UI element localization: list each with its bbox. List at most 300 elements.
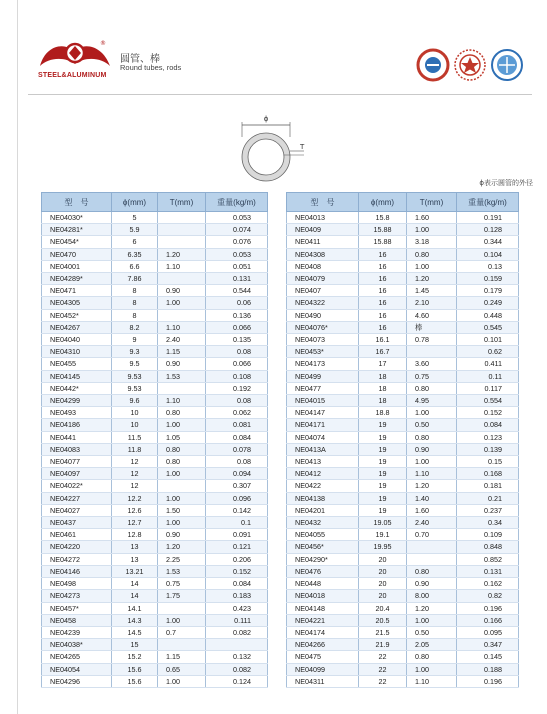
model-cell: NE04299	[42, 395, 112, 407]
table-row	[287, 212, 519, 224]
weight-cell: 0.095	[457, 626, 519, 638]
weight-cell: 0.554	[457, 395, 519, 407]
table-row	[42, 236, 268, 248]
table-row	[287, 529, 519, 541]
thickness-cell: 1.20	[158, 541, 206, 553]
thickness-cell: 1.00	[407, 224, 457, 236]
table-row	[287, 553, 519, 565]
weight-cell: 0.181	[457, 480, 519, 492]
model-cell: NE04174	[287, 626, 359, 638]
model-cell: NE04296	[42, 675, 112, 687]
diameter-cell: 21.5	[359, 626, 407, 638]
thickness-cell: 0.80	[158, 407, 206, 419]
table-row	[42, 517, 268, 529]
column-header-model: 型 号	[42, 193, 112, 212]
weight-cell: 0.084	[206, 431, 268, 443]
diameter-cell: 14	[112, 578, 158, 590]
table-row	[287, 395, 519, 407]
weight-cell: 0.249	[457, 297, 519, 309]
diameter-cell: 11.5	[112, 431, 158, 443]
weight-cell: 0.128	[457, 224, 519, 236]
certification-seal-icon	[453, 48, 487, 82]
diameter-cell: 15.6	[112, 675, 158, 687]
thickness-cell: 1.05	[158, 431, 206, 443]
weight-cell: 0.544	[206, 285, 268, 297]
diameter-cell: 16	[359, 285, 407, 297]
page-title-cn: 圆管、棒	[120, 54, 160, 65]
model-cell: NE0499	[287, 370, 359, 382]
weight-cell: 0.101	[457, 334, 519, 346]
table-row	[287, 224, 519, 236]
weight-cell: 0.066	[206, 321, 268, 333]
diameter-cell: 16	[359, 273, 407, 285]
diameter-cell: 7.86	[112, 273, 158, 285]
model-cell: NE04272	[42, 553, 112, 565]
diameter-cell: 12.7	[112, 517, 158, 529]
thickness-cell	[158, 224, 206, 236]
diameter-cell: 21.9	[359, 639, 407, 651]
thickness-cell: 1.00	[158, 297, 206, 309]
column-header-weight: 重量(kg/m)	[206, 193, 268, 212]
diameter-cell: 18	[359, 395, 407, 407]
table-row	[42, 492, 268, 504]
table-row	[287, 590, 519, 602]
weight-cell: 0.104	[457, 248, 519, 260]
table-row	[42, 529, 268, 541]
diameter-cell: 12	[112, 480, 158, 492]
thickness-cell: 0.75	[158, 578, 206, 590]
thickness-cell: 3.18	[407, 236, 457, 248]
model-cell: NE0470	[42, 248, 112, 260]
model-cell: NE04289*	[42, 273, 112, 285]
weight-cell: 0.62	[457, 346, 519, 358]
table-row	[287, 273, 519, 285]
thickness-cell: 1.45	[407, 285, 457, 297]
weight-cell: 0.21	[457, 492, 519, 504]
certification-badges	[416, 48, 524, 84]
weight-cell: 0.111	[206, 614, 268, 626]
model-cell: NE04267	[42, 321, 112, 333]
table-row	[42, 578, 268, 590]
model-cell: NE0490	[287, 309, 359, 321]
table-row	[287, 407, 519, 419]
diameter-cell: 9.5	[112, 358, 158, 370]
model-cell: NE0422	[287, 480, 359, 492]
thickness-cell	[158, 639, 206, 651]
model-cell: NE0448	[287, 578, 359, 590]
table-row	[287, 297, 519, 309]
thickness-cell: 1.00	[158, 492, 206, 504]
table-row	[42, 553, 268, 565]
diameter-cell: 19	[359, 480, 407, 492]
model-cell: NE0407	[287, 285, 359, 297]
model-cell: NE04322	[287, 297, 359, 309]
model-cell: NE0454*	[42, 236, 112, 248]
weight-cell: 0.852	[457, 553, 519, 565]
thickness-cell	[158, 273, 206, 285]
thickness-label: T	[300, 143, 305, 151]
diameter-cell: 9.3	[112, 346, 158, 358]
diameter-note: ϕ表示圆管的外径	[479, 179, 533, 187]
diameter-cell: 16	[359, 297, 407, 309]
table-header-row	[42, 193, 268, 212]
thickness-cell: 0.90	[158, 285, 206, 297]
weight-cell: 0.108	[206, 370, 268, 382]
thickness-cell: 1.20	[407, 273, 457, 285]
table-row	[287, 431, 519, 443]
diameter-cell: 19.95	[359, 541, 407, 553]
weight-cell: 0.307	[206, 480, 268, 492]
table-row	[287, 419, 519, 431]
model-cell: NE04055	[287, 529, 359, 541]
table-row	[42, 675, 268, 687]
weight-cell: 0.848	[457, 541, 519, 553]
thickness-cell: 0.80	[158, 443, 206, 455]
thickness-cell: 0.80	[407, 431, 457, 443]
table-row	[287, 309, 519, 321]
diameter-cell: 19	[359, 443, 407, 455]
table-row	[42, 614, 268, 626]
thickness-cell	[158, 212, 206, 224]
diameter-cell: 14.5	[112, 626, 158, 638]
table-row	[42, 602, 268, 614]
diameter-cell: 19.1	[359, 529, 407, 541]
spec-table-right	[286, 192, 519, 688]
table-row	[42, 456, 268, 468]
thickness-cell: 0.50	[407, 626, 457, 638]
thickness-cell: 1.20	[158, 248, 206, 260]
weight-cell: 0.082	[206, 626, 268, 638]
weight-cell: 0.191	[457, 212, 519, 224]
model-cell: NE04310	[42, 346, 112, 358]
table-row	[287, 370, 519, 382]
thickness-cell: 2.40	[158, 334, 206, 346]
weight-cell: 0.081	[206, 419, 268, 431]
thickness-cell: 0.80	[407, 382, 457, 394]
tube-cross-section-diagram	[232, 113, 312, 185]
thickness-cell: 0.70	[407, 529, 457, 541]
weight-cell: 0.206	[206, 553, 268, 565]
weight-cell: 0.136	[206, 309, 268, 321]
thickness-cell	[158, 480, 206, 492]
model-cell: NE04099	[287, 663, 359, 675]
table-row	[287, 346, 519, 358]
model-cell: NE04147	[287, 407, 359, 419]
table-row	[42, 468, 268, 480]
weight-cell: 0.423	[206, 602, 268, 614]
diameter-cell: 12.8	[112, 529, 158, 541]
thickness-cell: 4.95	[407, 395, 457, 407]
model-cell: NE04074	[287, 431, 359, 443]
diameter-cell: 15.8	[359, 212, 407, 224]
thickness-cell: 0.90	[158, 358, 206, 370]
thickness-cell	[407, 346, 457, 358]
logo-text: STEEL&ALUMINUM	[38, 72, 107, 79]
weight-cell: 0.145	[457, 651, 519, 663]
thickness-cell	[158, 236, 206, 248]
weight-cell: 0.066	[206, 358, 268, 370]
diameter-cell: 12.2	[112, 492, 158, 504]
table-row	[42, 419, 268, 431]
diameter-cell: 18.8	[359, 407, 407, 419]
diameter-cell: 13	[112, 541, 158, 553]
diameter-cell: 20	[359, 578, 407, 590]
model-cell: NE04083	[42, 443, 112, 455]
weight-cell: 0.168	[457, 468, 519, 480]
weight-cell: 0.545	[457, 321, 519, 333]
thickness-cell: 1.00	[407, 407, 457, 419]
model-cell: NE0475	[287, 651, 359, 663]
column-header-weight: 重量(kg/m)	[457, 193, 519, 212]
weight-cell: 0.096	[206, 492, 268, 504]
diameter-cell: 16	[359, 248, 407, 260]
diameter-cell: 9	[112, 334, 158, 346]
diameter-cell: 22	[359, 651, 407, 663]
model-cell: NE0457*	[42, 602, 112, 614]
page-title-en: Round tubes, rods	[120, 63, 182, 72]
weight-cell: 0.344	[457, 236, 519, 248]
registered-mark: ®	[100, 40, 106, 47]
weight-cell: 0.11	[457, 370, 519, 382]
model-cell: NE04097	[42, 468, 112, 480]
table-row	[42, 321, 268, 333]
table-row	[287, 504, 519, 516]
table-row	[287, 565, 519, 577]
weight-cell: 0.196	[457, 675, 519, 687]
model-cell: NE04027	[42, 504, 112, 516]
model-cell: NE0461	[42, 529, 112, 541]
table-row	[287, 492, 519, 504]
thickness-cell: 0.78	[407, 334, 457, 346]
thickness-cell: 1.10	[158, 321, 206, 333]
thickness-cell: 0.90	[158, 529, 206, 541]
diameter-cell: 19	[359, 456, 407, 468]
model-cell: NE04015	[287, 395, 359, 407]
weight-cell: 0.179	[457, 285, 519, 297]
table-row	[287, 614, 519, 626]
table-row	[42, 346, 268, 358]
thickness-cell: 1.00	[158, 419, 206, 431]
model-cell: NE0477	[287, 382, 359, 394]
thickness-cell: 0.90	[407, 578, 457, 590]
table-row	[42, 309, 268, 321]
model-cell: NE0456*	[287, 541, 359, 553]
weight-cell: 0.142	[206, 504, 268, 516]
diameter-cell: 20.4	[359, 602, 407, 614]
table-row	[42, 212, 268, 224]
model-cell: NE0458	[42, 614, 112, 626]
weight-cell: 0.091	[206, 529, 268, 541]
weight-cell: 0.082	[206, 663, 268, 675]
table-row	[42, 443, 268, 455]
diameter-cell: 14	[112, 590, 158, 602]
model-cell: NE04239	[42, 626, 112, 638]
diameter-cell: 11.8	[112, 443, 158, 455]
model-cell: NE0413A	[287, 443, 359, 455]
table-row	[42, 334, 268, 346]
weight-cell: 0.123	[457, 431, 519, 443]
table-row	[42, 565, 268, 577]
diameter-cell: 15.88	[359, 224, 407, 236]
weight-cell: 0.183	[206, 590, 268, 602]
model-cell: NE0476	[287, 565, 359, 577]
model-cell: NE04148	[287, 602, 359, 614]
diameter-cell: 16	[359, 321, 407, 333]
thickness-cell: 1.00	[407, 663, 457, 675]
weight-cell: 0.074	[206, 224, 268, 236]
header-divider	[28, 94, 532, 95]
thickness-cell	[158, 309, 206, 321]
column-header-diameter: ϕ(mm)	[112, 193, 158, 212]
thickness-cell: 4.60	[407, 309, 457, 321]
thickness-cell: 1.00	[158, 614, 206, 626]
diameter-cell: 18	[359, 382, 407, 394]
weight-cell: 0.084	[206, 578, 268, 590]
weight-cell: 0.411	[457, 358, 519, 370]
diameter-cell: 14.3	[112, 614, 158, 626]
weight-cell: 0.094	[206, 468, 268, 480]
thickness-cell: 1.20	[407, 480, 457, 492]
page-margin-rule	[17, 0, 18, 714]
model-cell: NE04290*	[287, 553, 359, 565]
weight-cell: 0.08	[206, 346, 268, 358]
model-cell: NE04145	[42, 370, 112, 382]
model-cell: NE04273	[42, 590, 112, 602]
weight-cell: 0.152	[457, 407, 519, 419]
model-cell: NE04079	[287, 273, 359, 285]
model-cell: NE04221	[287, 614, 359, 626]
diameter-cell: 6.6	[112, 260, 158, 272]
weight-cell: 0.82	[457, 590, 519, 602]
table-row	[287, 651, 519, 663]
model-cell: NE04266	[287, 639, 359, 651]
weight-cell: 0.08	[206, 395, 268, 407]
diameter-cell: 10	[112, 419, 158, 431]
quality-badge-icon	[416, 48, 450, 82]
weight-cell: 0.053	[206, 248, 268, 260]
thickness-cell: 1.10	[158, 260, 206, 272]
diameter-cell: 12	[112, 468, 158, 480]
page-header	[32, 38, 532, 88]
table-row	[287, 468, 519, 480]
thickness-cell	[407, 541, 457, 553]
diameter-cell: 13	[112, 553, 158, 565]
table-row	[42, 651, 268, 663]
diameter-cell: 15	[112, 639, 158, 651]
table-row	[287, 480, 519, 492]
thickness-cell: 1.50	[158, 504, 206, 516]
thickness-cell: 1.75	[158, 590, 206, 602]
diameter-cell: 19	[359, 504, 407, 516]
model-cell: NE0411	[287, 236, 359, 248]
weight-cell: 0.131	[206, 273, 268, 285]
table-row	[287, 517, 519, 529]
diameter-cell: 15.88	[359, 236, 407, 248]
diameter-cell: 5.9	[112, 224, 158, 236]
thickness-cell: 1.15	[158, 346, 206, 358]
weight-cell: 0.051	[206, 260, 268, 272]
weight-cell: 0.124	[206, 675, 268, 687]
thickness-cell: 1.00	[158, 517, 206, 529]
table-row	[287, 663, 519, 675]
model-cell: NE0413	[287, 456, 359, 468]
thickness-cell: 1.53	[158, 565, 206, 577]
table-row	[287, 382, 519, 394]
diameter-cell: 12	[112, 456, 158, 468]
table-row	[287, 358, 519, 370]
table-row	[287, 541, 519, 553]
thickness-cell: 1.00	[407, 456, 457, 468]
standards-badge-icon	[490, 48, 524, 82]
model-cell: NE04227	[42, 492, 112, 504]
diameter-cell: 14.1	[112, 602, 158, 614]
diameter-cell: 22	[359, 663, 407, 675]
model-cell: NE04171	[287, 419, 359, 431]
model-cell: NE04138	[287, 492, 359, 504]
thickness-cell: 1.60	[407, 212, 457, 224]
column-header-thickness: T(mm)	[407, 193, 457, 212]
diameter-cell: 13.21	[112, 565, 158, 577]
model-cell: NE04001	[42, 260, 112, 272]
model-cell: NE04281*	[42, 224, 112, 236]
thickness-cell	[158, 382, 206, 394]
model-cell: NE04186	[42, 419, 112, 431]
table-row	[287, 675, 519, 687]
thickness-cell: 0.80	[158, 456, 206, 468]
thickness-cell: 0.7	[158, 626, 206, 638]
diameter-cell: 22	[359, 675, 407, 687]
model-cell: NE0442*	[42, 382, 112, 394]
table-header-row	[287, 193, 519, 212]
diameter-cell: 12.6	[112, 504, 158, 516]
weight-cell: 0.13	[457, 260, 519, 272]
thickness-cell: 1.00	[407, 614, 457, 626]
model-cell: NE04013	[287, 212, 359, 224]
diameter-cell: 8	[112, 297, 158, 309]
model-cell: NE0471	[42, 285, 112, 297]
table-row	[42, 626, 268, 638]
table-row	[287, 639, 519, 651]
model-cell: NE0498	[42, 578, 112, 590]
weight-cell: 0.237	[457, 504, 519, 516]
thickness-cell: 0.90	[407, 443, 457, 455]
table-row	[287, 578, 519, 590]
diameter-cell: 6.35	[112, 248, 158, 260]
weight-cell: 0.152	[206, 565, 268, 577]
table-row	[287, 248, 519, 260]
diameter-cell: 10	[112, 407, 158, 419]
weight-cell	[206, 639, 268, 651]
model-cell: NE04308	[287, 248, 359, 260]
thickness-cell: 3.60	[407, 358, 457, 370]
weight-cell: 0.084	[457, 419, 519, 431]
weight-cell: 0.135	[206, 334, 268, 346]
diameter-cell: 15.6	[112, 663, 158, 675]
column-header-thickness: T(mm)	[158, 193, 206, 212]
thickness-cell: 1.40	[407, 492, 457, 504]
diameter-cell: 16.7	[359, 346, 407, 358]
table-row	[42, 273, 268, 285]
diameter-cell: 15.2	[112, 651, 158, 663]
table-row	[42, 480, 268, 492]
thickness-cell: 0.80	[407, 565, 457, 577]
table-body	[287, 212, 519, 688]
model-cell: NE0493	[42, 407, 112, 419]
model-cell: NE04030*	[42, 212, 112, 224]
weight-cell: 0.117	[457, 382, 519, 394]
thickness-cell: 1.15	[158, 651, 206, 663]
model-cell: NE0455	[42, 358, 112, 370]
